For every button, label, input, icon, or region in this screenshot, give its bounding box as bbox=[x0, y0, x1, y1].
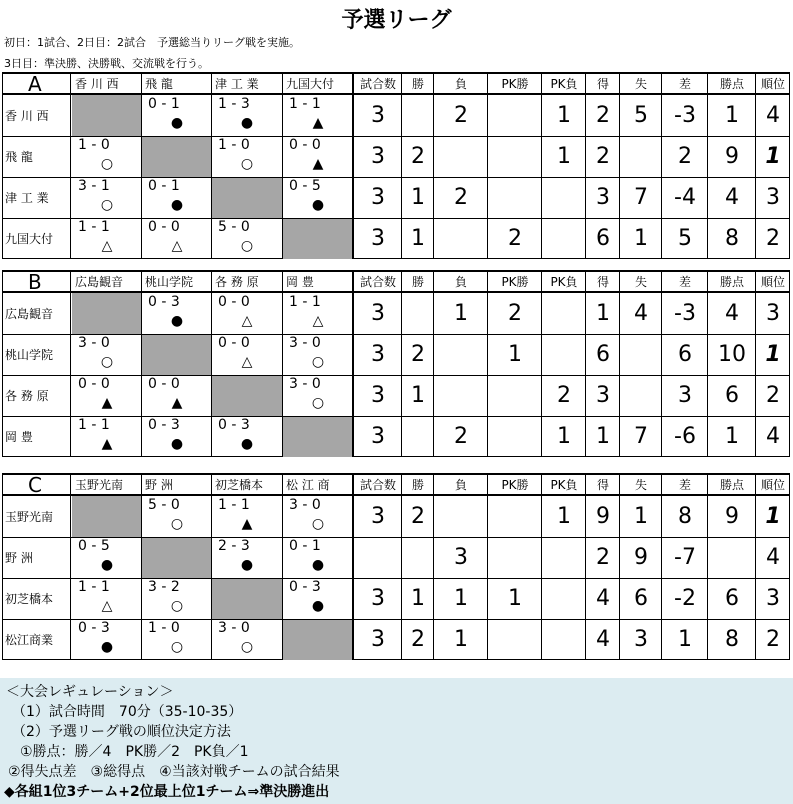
stat-value bbox=[542, 537, 586, 578]
stat-header: 試合数 bbox=[359, 275, 396, 289]
stat-value: 4 bbox=[596, 627, 610, 652]
pk-win-mark: △ bbox=[171, 238, 183, 254]
stat-value: 4 bbox=[766, 103, 780, 128]
match-score: 3 - 0 bbox=[218, 620, 250, 636]
stat-header: 負 bbox=[454, 275, 467, 289]
stat-value bbox=[542, 218, 586, 259]
group-letter: C bbox=[28, 472, 42, 497]
loss-mark: ● bbox=[311, 197, 325, 213]
win-mark: ○ bbox=[311, 395, 325, 411]
column-divider bbox=[282, 72, 283, 259]
win-mark: ○ bbox=[240, 156, 254, 172]
pk-win-mark: △ bbox=[101, 238, 113, 254]
match-score: 0 - 3 bbox=[148, 294, 180, 310]
stat-value: 2 bbox=[411, 504, 425, 529]
column-team-name: 各 務 原 bbox=[215, 275, 259, 289]
column-divider bbox=[282, 473, 283, 660]
match-score: 0 - 1 bbox=[148, 96, 180, 112]
stat-value: 2 bbox=[508, 226, 522, 251]
regulation-line-1: （1）試合時間 70分（35-10-35） bbox=[12, 704, 243, 720]
loss-mark: ● bbox=[311, 598, 325, 614]
row-team-name: 飛 龍 bbox=[5, 150, 33, 164]
match-score: 3 - 0 bbox=[78, 335, 110, 351]
match-score: 5 - 0 bbox=[148, 497, 180, 513]
self-match-cell bbox=[212, 375, 282, 416]
column-team-name: 九国大付 bbox=[286, 77, 335, 91]
pk-win-mark: △ bbox=[101, 598, 113, 614]
loss-mark: ● bbox=[100, 639, 114, 655]
stat-value: 7 bbox=[634, 185, 648, 210]
match-score: 3 - 2 bbox=[148, 579, 180, 595]
column-team-name: 香 川 西 bbox=[75, 77, 119, 91]
stat-value: 8 bbox=[678, 504, 692, 529]
stat-value: 2 bbox=[411, 144, 425, 169]
stat-header: PK勝 bbox=[501, 478, 529, 492]
stat-value bbox=[488, 619, 542, 660]
stat-header: 失 bbox=[634, 275, 647, 289]
column-team-name: 桃山学院 bbox=[145, 275, 194, 289]
pk-loss-mark: ▲ bbox=[312, 156, 324, 172]
match-score: 1 - 0 bbox=[218, 137, 250, 153]
stat-value: 3 bbox=[371, 144, 385, 169]
stat-value: 2 bbox=[454, 185, 468, 210]
stat-header: 順位 bbox=[760, 275, 785, 289]
stat-value bbox=[488, 95, 542, 136]
stat-value: -6 bbox=[674, 424, 696, 449]
stat-value: 4 bbox=[725, 301, 739, 326]
group-letter: A bbox=[28, 71, 42, 96]
stat-value: 1 bbox=[596, 424, 610, 449]
stat-value: 3 bbox=[371, 185, 385, 210]
match-score: 0 - 0 bbox=[218, 335, 250, 351]
group-a-table bbox=[2, 72, 790, 259]
stat-value: 3 bbox=[766, 301, 780, 326]
stat-header: 負 bbox=[454, 77, 467, 91]
column-divider bbox=[70, 270, 71, 457]
column-divider bbox=[211, 72, 212, 259]
self-match-cell bbox=[142, 537, 212, 578]
stat-value: 1 bbox=[454, 301, 468, 326]
page-title: 予選リーグ bbox=[341, 8, 452, 33]
stat-value bbox=[434, 496, 488, 537]
stat-value: 6 bbox=[634, 586, 648, 611]
stat-value bbox=[542, 619, 586, 660]
column-divider bbox=[141, 270, 142, 457]
match-score: 1 - 3 bbox=[218, 96, 250, 112]
stat-value: 1 bbox=[765, 342, 781, 367]
stat-header: 負 bbox=[454, 478, 467, 492]
stat-value bbox=[402, 95, 434, 136]
match-score: 1 - 1 bbox=[218, 497, 250, 513]
column-divider bbox=[141, 473, 142, 660]
self-match-cell bbox=[142, 136, 212, 177]
stat-header: PK負 bbox=[550, 275, 578, 289]
regulation-line-3: ①勝点：勝／4 PK勝／2 PK負／1 bbox=[20, 744, 249, 760]
stat-value: 2 bbox=[508, 301, 522, 326]
stat-header: 試合数 bbox=[359, 77, 396, 91]
match-score: 2 - 3 bbox=[218, 538, 250, 554]
loss-mark: ● bbox=[240, 115, 254, 131]
column-team-name: 玉野光南 bbox=[75, 478, 124, 492]
stat-value: 1 bbox=[678, 627, 692, 652]
column-team-name: 初芝橋本 bbox=[215, 478, 264, 492]
stat-value bbox=[620, 136, 662, 177]
stat-value: 6 bbox=[725, 586, 739, 611]
loss-mark: ● bbox=[170, 197, 184, 213]
match-score: 3 - 0 bbox=[289, 497, 321, 513]
group-b-table bbox=[2, 270, 790, 457]
regulation-line-2: （2）予選リーグ戦の順位決定方法 bbox=[12, 724, 231, 740]
stat-value: 1 bbox=[725, 103, 739, 128]
stat-value: 8 bbox=[725, 226, 739, 251]
pk-loss-mark: ▲ bbox=[101, 395, 113, 411]
stat-value bbox=[620, 334, 662, 375]
match-score: 0 - 3 bbox=[289, 579, 321, 595]
self-match-cell bbox=[212, 177, 282, 218]
stat-value: 1 bbox=[634, 504, 648, 529]
stat-value: 1 bbox=[725, 424, 739, 449]
stat-value: 9 bbox=[634, 545, 648, 570]
self-match-cell bbox=[283, 619, 353, 660]
pk-loss-mark: ▲ bbox=[312, 115, 324, 131]
self-match-cell bbox=[142, 334, 212, 375]
stat-value: 1 bbox=[411, 185, 425, 210]
stat-value: 1 bbox=[557, 504, 571, 529]
match-score: 0 - 0 bbox=[78, 376, 110, 392]
stat-value: 3 bbox=[371, 383, 385, 408]
stat-header: 得 bbox=[596, 478, 609, 492]
row-team-name: 岡 豊 bbox=[5, 430, 33, 444]
stat-value: 6 bbox=[596, 342, 610, 367]
match-score: 1 - 1 bbox=[289, 96, 321, 112]
column-team-name: 津 工 業 bbox=[215, 77, 259, 91]
stat-header: 勝 bbox=[411, 77, 424, 91]
stat-value: 9 bbox=[725, 144, 739, 169]
stat-value bbox=[542, 177, 586, 218]
loss-mark: ● bbox=[170, 115, 184, 131]
stat-header: 試合数 bbox=[359, 478, 396, 492]
stat-header: 得 bbox=[596, 275, 609, 289]
win-mark: ○ bbox=[170, 598, 184, 614]
stat-value: 4 bbox=[766, 424, 780, 449]
schedule-note-2: 3日目：準決勝、決勝戦、交流戦を行う。 bbox=[4, 57, 209, 70]
stat-value: 2 bbox=[596, 144, 610, 169]
stat-header: PK勝 bbox=[501, 275, 529, 289]
stat-header: 順位 bbox=[760, 478, 785, 492]
column-team-name: 松 江 商 bbox=[286, 478, 330, 492]
column-divider bbox=[70, 473, 71, 660]
row-team-name: 桃山学院 bbox=[5, 348, 54, 362]
match-score: 0 - 0 bbox=[148, 376, 180, 392]
match-score: 0 - 5 bbox=[78, 538, 110, 554]
stat-value: 1 bbox=[557, 424, 571, 449]
stat-value bbox=[620, 375, 662, 416]
pk-loss-mark: ▲ bbox=[171, 395, 183, 411]
stat-value bbox=[542, 293, 586, 334]
stat-value bbox=[542, 334, 586, 375]
match-score: 0 - 1 bbox=[289, 538, 321, 554]
stat-value: 4 bbox=[766, 545, 780, 570]
win-mark: ○ bbox=[100, 197, 114, 213]
loss-mark: ● bbox=[240, 436, 254, 452]
match-score: 3 - 0 bbox=[289, 335, 321, 351]
stat-header: 差 bbox=[678, 77, 691, 91]
stat-value: 3 bbox=[371, 103, 385, 128]
column-team-name: 岡 豊 bbox=[286, 275, 314, 289]
stat-header: 勝点 bbox=[719, 77, 744, 91]
stat-value bbox=[434, 136, 488, 177]
stat-value bbox=[434, 375, 488, 416]
stat-value bbox=[488, 375, 542, 416]
stat-value bbox=[402, 537, 434, 578]
stat-value bbox=[488, 537, 542, 578]
stat-value: 3 bbox=[371, 627, 385, 652]
regulation-heading: ＜大会レギュレーション＞ bbox=[6, 684, 174, 700]
match-score: 1 - 1 bbox=[78, 579, 110, 595]
stat-value: 2 bbox=[454, 103, 468, 128]
stat-value bbox=[488, 136, 542, 177]
stat-value: 3 bbox=[678, 383, 692, 408]
match-score: 0 - 1 bbox=[148, 178, 180, 194]
stat-value: 3 bbox=[371, 226, 385, 251]
match-score: 1 - 0 bbox=[148, 620, 180, 636]
stat-value: 3 bbox=[371, 301, 385, 326]
stat-header: 勝 bbox=[411, 275, 424, 289]
match-score: 5 - 0 bbox=[218, 219, 250, 235]
stat-value: 3 bbox=[634, 627, 648, 652]
self-match-cell bbox=[72, 496, 142, 537]
column-divider bbox=[141, 72, 142, 259]
win-mark: ○ bbox=[170, 639, 184, 655]
stat-value: 2 bbox=[596, 545, 610, 570]
stat-value: 3 bbox=[371, 586, 385, 611]
stat-value bbox=[708, 537, 756, 578]
match-score: 1 - 1 bbox=[289, 294, 321, 310]
stat-value: 5 bbox=[634, 103, 648, 128]
pk-win-mark: △ bbox=[241, 313, 253, 329]
stat-header: 勝 bbox=[411, 478, 424, 492]
stat-value: 3 bbox=[371, 504, 385, 529]
stat-header: PK負 bbox=[550, 478, 578, 492]
row-team-name: 広島観音 bbox=[5, 307, 54, 321]
match-score: 0 - 3 bbox=[78, 620, 110, 636]
stat-value: 3 bbox=[766, 185, 780, 210]
win-mark: ○ bbox=[311, 516, 325, 532]
win-mark: ○ bbox=[100, 354, 114, 370]
match-score: 1 - 1 bbox=[78, 219, 110, 235]
loss-mark: ● bbox=[240, 557, 254, 573]
row-team-name: 初芝橋本 bbox=[5, 592, 54, 606]
stat-value: 2 bbox=[454, 424, 468, 449]
loss-mark: ● bbox=[100, 557, 114, 573]
stat-value: 4 bbox=[634, 301, 648, 326]
row-team-name: 松江商業 bbox=[5, 633, 54, 647]
stat-value: 1 bbox=[634, 226, 648, 251]
self-match-cell bbox=[212, 578, 282, 619]
stat-value: 1 bbox=[454, 627, 468, 652]
stat-header: PK勝 bbox=[501, 77, 529, 91]
stat-value: 2 bbox=[557, 383, 571, 408]
column-team-name: 飛 龍 bbox=[145, 77, 173, 91]
column-team-name: 野 洲 bbox=[145, 478, 173, 492]
regulation-line-4: ②得失点差 ③総得点 ④当該対戦チームの試合結果 bbox=[8, 764, 340, 780]
stat-value: 6 bbox=[725, 383, 739, 408]
stat-value: 1 bbox=[411, 226, 425, 251]
stat-value bbox=[488, 416, 542, 457]
stat-header: 勝点 bbox=[719, 478, 744, 492]
stat-value: 6 bbox=[596, 226, 610, 251]
row-team-name: 各 務 原 bbox=[5, 389, 49, 403]
column-divider bbox=[70, 72, 71, 259]
match-score: 3 - 1 bbox=[78, 178, 110, 194]
stat-value: 1 bbox=[411, 586, 425, 611]
row-team-name: 野 洲 bbox=[5, 551, 33, 565]
stat-value: -2 bbox=[674, 586, 696, 611]
stat-value bbox=[434, 218, 488, 259]
stat-value: 1 bbox=[411, 383, 425, 408]
pk-loss-mark: ▲ bbox=[241, 516, 253, 532]
loss-mark: ● bbox=[311, 557, 325, 573]
stat-value: 3 bbox=[454, 545, 468, 570]
win-mark: ○ bbox=[240, 639, 254, 655]
stat-value: 2 bbox=[411, 627, 425, 652]
match-score: 0 - 3 bbox=[148, 417, 180, 433]
win-mark: ○ bbox=[311, 354, 325, 370]
stat-value: -4 bbox=[674, 185, 696, 210]
row-team-name: 玉野光南 bbox=[5, 510, 54, 524]
stat-value: 3 bbox=[766, 586, 780, 611]
stat-header: 得 bbox=[596, 77, 609, 91]
stat-value: 4 bbox=[725, 185, 739, 210]
loss-mark: ● bbox=[170, 436, 184, 452]
stat-value: 1 bbox=[765, 144, 781, 169]
stat-value: 7 bbox=[634, 424, 648, 449]
stat-value: 1 bbox=[508, 342, 522, 367]
stat-value: 3 bbox=[596, 383, 610, 408]
stat-header: 失 bbox=[634, 77, 647, 91]
stat-value: 9 bbox=[725, 504, 739, 529]
match-score: 0 - 3 bbox=[218, 417, 250, 433]
match-score: 0 - 5 bbox=[289, 178, 321, 194]
stat-value: 1 bbox=[596, 301, 610, 326]
stat-header: 勝点 bbox=[719, 275, 744, 289]
stat-value: -3 bbox=[674, 301, 696, 326]
match-score: 1 - 1 bbox=[78, 417, 110, 433]
group-letter: B bbox=[28, 269, 42, 294]
stat-value bbox=[402, 416, 434, 457]
stat-value bbox=[488, 177, 542, 218]
self-match-cell bbox=[72, 293, 142, 334]
match-score: 0 - 0 bbox=[289, 137, 321, 153]
stat-value: 1 bbox=[765, 504, 781, 529]
stat-value bbox=[354, 537, 402, 578]
stat-value: 2 bbox=[766, 627, 780, 652]
stat-value: 10 bbox=[718, 342, 746, 367]
row-team-name: 香 川 西 bbox=[5, 109, 49, 123]
pk-win-mark: △ bbox=[241, 354, 253, 370]
column-divider bbox=[282, 270, 283, 457]
loss-mark: ● bbox=[170, 313, 184, 329]
self-match-cell bbox=[72, 95, 142, 136]
stat-value: 9 bbox=[596, 504, 610, 529]
stat-value: 3 bbox=[596, 185, 610, 210]
schedule-note-1: 初日：1試合、2日目：2試合 予選総当りリーグ戦を実施。 bbox=[4, 36, 300, 49]
match-score: 0 - 0 bbox=[148, 219, 180, 235]
column-team-name: 広島観音 bbox=[75, 275, 124, 289]
stat-header: 順位 bbox=[760, 77, 785, 91]
win-mark: ○ bbox=[240, 238, 254, 254]
regulation-panel bbox=[0, 678, 793, 804]
stat-header: 失 bbox=[634, 478, 647, 492]
stat-value: 6 bbox=[678, 342, 692, 367]
self-match-cell bbox=[283, 416, 353, 457]
match-score: 1 - 0 bbox=[78, 137, 110, 153]
win-mark: ○ bbox=[100, 156, 114, 172]
stat-value: 1 bbox=[557, 103, 571, 128]
column-divider bbox=[211, 270, 212, 457]
self-match-cell bbox=[283, 218, 353, 259]
stat-value: 1 bbox=[508, 586, 522, 611]
pk-loss-mark: ▲ bbox=[101, 436, 113, 452]
stat-value bbox=[402, 293, 434, 334]
stat-value: 2 bbox=[411, 342, 425, 367]
stat-value: 8 bbox=[725, 627, 739, 652]
stat-value: -7 bbox=[674, 545, 696, 570]
row-team-name: 九国大付 bbox=[5, 232, 54, 246]
stat-header: 差 bbox=[678, 478, 691, 492]
stat-value: 4 bbox=[596, 586, 610, 611]
row-team-name: 津 工 業 bbox=[5, 191, 49, 205]
stat-value: 3 bbox=[371, 342, 385, 367]
stat-value: 5 bbox=[678, 226, 692, 251]
stat-value: 2 bbox=[678, 144, 692, 169]
stat-value: 2 bbox=[766, 383, 780, 408]
regulation-advancement: ◆各組1位3チーム+2位最上位1チーム⇒準決勝進出 bbox=[4, 784, 330, 800]
stat-value: 3 bbox=[371, 424, 385, 449]
match-score: 3 - 0 bbox=[289, 376, 321, 392]
stat-value: 1 bbox=[557, 144, 571, 169]
stat-value bbox=[488, 496, 542, 537]
stat-header: 差 bbox=[678, 275, 691, 289]
column-divider bbox=[211, 473, 212, 660]
stat-value bbox=[542, 578, 586, 619]
stat-value: 1 bbox=[454, 586, 468, 611]
pk-win-mark: △ bbox=[312, 313, 324, 329]
stat-value bbox=[434, 334, 488, 375]
group-c-table bbox=[2, 473, 790, 660]
stat-value: 2 bbox=[766, 226, 780, 251]
stat-header: PK負 bbox=[550, 77, 578, 91]
match-score: 0 - 0 bbox=[218, 294, 250, 310]
win-mark: ○ bbox=[170, 516, 184, 532]
stat-value: -3 bbox=[674, 103, 696, 128]
stat-value: 2 bbox=[596, 103, 610, 128]
